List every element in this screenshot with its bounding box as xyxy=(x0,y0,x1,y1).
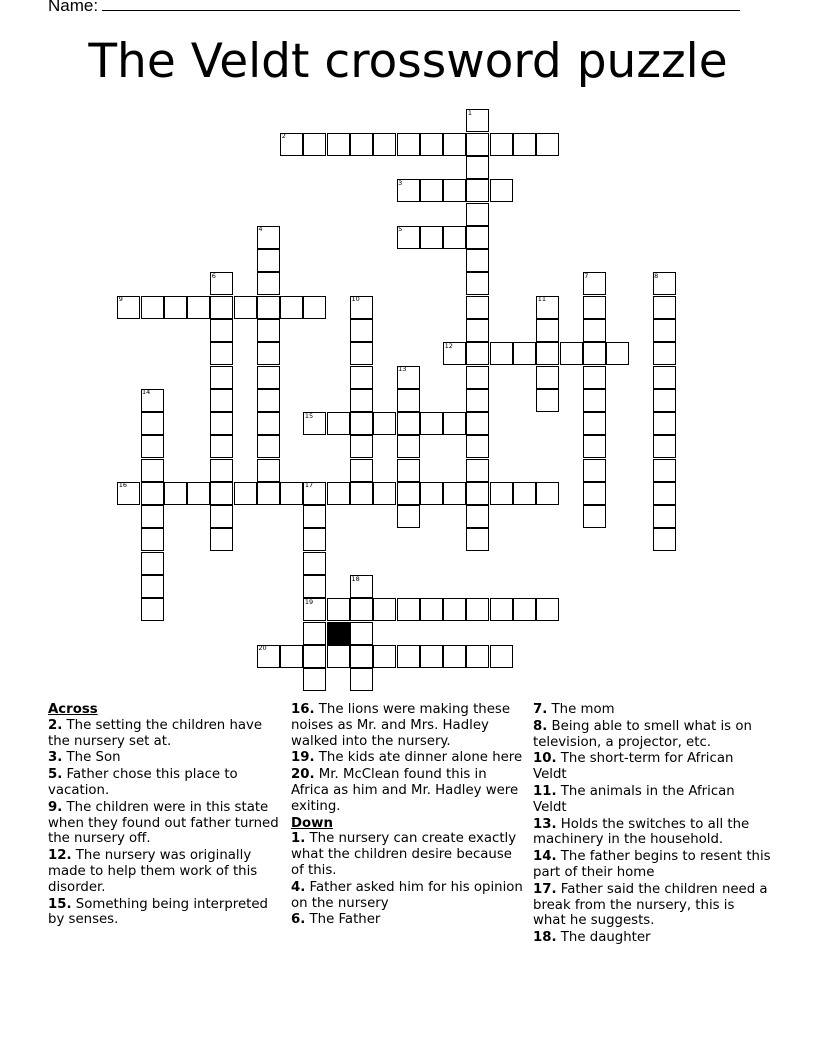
grid-cell[interactable] xyxy=(466,412,489,435)
grid-cell[interactable] xyxy=(443,598,466,621)
grid-cell[interactable] xyxy=(257,412,280,435)
clue-down-4: 4. Father asked him for his opinion on the nursery xyxy=(291,879,523,911)
grid-cell[interactable] xyxy=(397,412,420,435)
grid-cell[interactable] xyxy=(350,133,373,156)
grid-cell[interactable] xyxy=(350,412,373,435)
grid-cell[interactable] xyxy=(303,296,326,319)
clue-down-7: 7. The mom xyxy=(533,702,615,717)
grid-cell[interactable] xyxy=(653,528,676,551)
grid-cell[interactable] xyxy=(164,296,187,319)
grid-cell[interactable] xyxy=(536,342,559,365)
grid-cell[interactable] xyxy=(397,598,420,621)
grid-cell[interactable] xyxy=(210,319,233,342)
grid-cell[interactable] xyxy=(350,459,373,482)
clues-column-1 xyxy=(48,702,284,929)
grid-cell[interactable] xyxy=(513,133,536,156)
grid-cell[interactable] xyxy=(536,366,559,389)
grid-cell[interactable] xyxy=(653,505,676,528)
clue-across-2: 2. The setting the children have the nursery set at. xyxy=(48,717,263,749)
grid-cell[interactable] xyxy=(234,296,257,319)
grid-cell[interactable] xyxy=(653,319,676,342)
grid-cell[interactable] xyxy=(280,296,303,319)
grid-cell[interactable] xyxy=(280,482,303,505)
clue-down-11: 11. The animals in the African Veldt xyxy=(533,783,735,815)
grid-cell[interactable] xyxy=(257,459,280,482)
grid-cell[interactable] xyxy=(420,645,443,668)
grid-cell[interactable] xyxy=(210,366,233,389)
grid-cell[interactable] xyxy=(560,342,583,365)
down-heading: Down xyxy=(291,815,333,831)
grid-cell[interactable] xyxy=(536,482,559,505)
grid-cell[interactable] xyxy=(350,668,373,691)
grid-cell[interactable] xyxy=(443,133,466,156)
grid-clue-number: 19 xyxy=(304,597,314,606)
grid-cell[interactable] xyxy=(653,459,676,482)
grid-cell[interactable] xyxy=(210,412,233,435)
grid-cell[interactable] xyxy=(257,366,280,389)
clue-across-9: 9. The children were in this state when they found out father turned the nursery off. xyxy=(48,799,279,847)
grid-cell[interactable] xyxy=(420,133,443,156)
grid-cell[interactable] xyxy=(350,342,373,365)
grid-cell[interactable] xyxy=(583,296,606,319)
grid-cell[interactable] xyxy=(536,598,559,621)
grid-cell[interactable] xyxy=(466,482,489,505)
grid-cell[interactable] xyxy=(466,459,489,482)
grid-cell[interactable] xyxy=(210,528,233,551)
grid-cell[interactable] xyxy=(583,435,606,458)
grid-cell[interactable] xyxy=(583,342,606,365)
grid-cell[interactable] xyxy=(513,482,536,505)
grid-cell[interactable] xyxy=(466,226,489,249)
grid-cell[interactable] xyxy=(583,319,606,342)
grid-cell[interactable] xyxy=(210,296,233,319)
grid-cell[interactable] xyxy=(373,412,396,435)
grid-cell[interactable] xyxy=(653,482,676,505)
grid-clue-number: 4 xyxy=(258,225,263,234)
name-label: Name: xyxy=(48,0,99,15)
grid-cell[interactable] xyxy=(466,435,489,458)
grid-cell[interactable] xyxy=(490,179,513,202)
grid-clue-number: 15 xyxy=(304,411,314,420)
grid-cell[interactable] xyxy=(397,133,420,156)
grid-cell[interactable] xyxy=(350,482,373,505)
grid-cell[interactable] xyxy=(466,342,489,365)
grid-cell[interactable] xyxy=(141,459,164,482)
grid-cell[interactable] xyxy=(257,319,280,342)
grid-clue-number: 16 xyxy=(118,481,127,490)
clue-down-10: 10. The short-term for African Veldt xyxy=(533,751,734,783)
grid-clue-number: 9 xyxy=(118,295,123,304)
grid-clue-number: 3 xyxy=(398,178,403,187)
grid-cell[interactable] xyxy=(164,482,187,505)
grid-cell[interactable] xyxy=(443,482,466,505)
clue-down-17: 17. Father said the children need a break from the nursery, this is what he suggests. xyxy=(533,881,768,929)
grid-cell[interactable] xyxy=(536,389,559,412)
grid-cell[interactable] xyxy=(466,156,489,179)
page-title: The Veldt crossword puzzle xyxy=(88,34,728,89)
grid-cell[interactable] xyxy=(583,482,606,505)
grid-cell[interactable] xyxy=(141,435,164,458)
grid-cell[interactable] xyxy=(536,319,559,342)
grid-cell[interactable] xyxy=(583,505,606,528)
clue-down-14: 14. The father begins to resent this part of their home xyxy=(533,849,771,880)
grid-cell[interactable] xyxy=(466,366,489,389)
grid-cell[interactable] xyxy=(210,389,233,412)
grid-cell[interactable] xyxy=(653,366,676,389)
grid-cell[interactable] xyxy=(653,412,676,435)
grid-cell[interactable] xyxy=(513,342,536,365)
grid-clue-number: 11 xyxy=(537,295,546,304)
grid-cell[interactable] xyxy=(373,645,396,668)
grid-cell[interactable] xyxy=(350,319,373,342)
grid-cell[interactable] xyxy=(466,319,489,342)
grid-cell[interactable] xyxy=(466,249,489,272)
grid-cell[interactable] xyxy=(397,505,420,528)
grid-cell[interactable] xyxy=(350,366,373,389)
grid-clue-number: 8 xyxy=(654,271,659,280)
grid-cell[interactable] xyxy=(583,459,606,482)
grid-cell[interactable] xyxy=(187,296,210,319)
clue-across-20: 20. Mr. McClean found this in Africa as him and Mr. Hadley were exiting. xyxy=(291,767,519,814)
grid-cell[interactable] xyxy=(141,505,164,528)
grid-cell[interactable] xyxy=(466,179,489,202)
grid-cell[interactable] xyxy=(373,133,396,156)
grid-cell[interactable] xyxy=(303,645,326,668)
grid-cell[interactable] xyxy=(466,296,489,319)
grid-cell[interactable] xyxy=(141,552,164,575)
grid-cell[interactable] xyxy=(303,505,326,528)
grid-cell[interactable] xyxy=(141,412,164,435)
clue-across-15: 15. Something being interpreted by senses. xyxy=(48,896,268,928)
grid-cell[interactable] xyxy=(303,622,326,645)
grid-clue-number: 18 xyxy=(351,574,360,583)
grid-cell[interactable] xyxy=(303,668,326,691)
grid-cell[interactable] xyxy=(466,598,489,621)
grid-clue-number: 5 xyxy=(398,225,403,234)
grid-cell[interactable] xyxy=(350,389,373,412)
grid-cell[interactable] xyxy=(257,389,280,412)
grid-cell[interactable] xyxy=(490,342,513,365)
grid-cell[interactable] xyxy=(466,272,489,295)
grid-cell[interactable] xyxy=(257,482,280,505)
grid-cell[interactable] xyxy=(303,552,326,575)
grid-cell[interactable] xyxy=(397,645,420,668)
grid-clue-number: 6 xyxy=(211,271,216,280)
grid-cell[interactable] xyxy=(466,203,489,226)
grid-cell[interactable] xyxy=(210,482,233,505)
clue-across-16: 16. The lions were making these noises as Mr. and Mrs. Hadley walked into the nursery. xyxy=(291,702,511,749)
clue-down-1: 1. The nursery can create exactly what the children desire because of this. xyxy=(291,831,517,878)
clue-across-3: 3. The Son xyxy=(48,750,121,766)
grid-cell[interactable] xyxy=(187,482,210,505)
grid-cell[interactable] xyxy=(443,226,466,249)
grid-clue-number: 13 xyxy=(398,365,407,373)
grid-cell[interactable] xyxy=(350,645,373,668)
across-heading: Across xyxy=(48,702,98,717)
grid-clue-number: 17 xyxy=(304,481,314,490)
grid-cell[interactable] xyxy=(257,296,280,319)
clues-column-3 xyxy=(533,702,771,947)
grid-clue-number: 20 xyxy=(258,644,267,653)
grid-cell[interactable] xyxy=(397,482,420,505)
grid-cell[interactable] xyxy=(397,435,420,458)
grid-cell[interactable] xyxy=(327,482,350,505)
clue-down-6: 6. The Father xyxy=(291,912,381,928)
grid-black-square xyxy=(327,622,350,645)
grid-cell[interactable] xyxy=(466,645,489,668)
grid-cell[interactable] xyxy=(653,435,676,458)
grid-cell[interactable] xyxy=(466,505,489,528)
grid-cell[interactable] xyxy=(490,133,513,156)
grid-cell[interactable] xyxy=(350,622,373,645)
grid-cell[interactable] xyxy=(210,342,233,365)
grid-cell[interactable] xyxy=(141,575,164,598)
grid-cell[interactable] xyxy=(350,598,373,621)
grid-cell[interactable] xyxy=(513,598,536,621)
grid-cell[interactable] xyxy=(373,598,396,621)
clues-column-2 xyxy=(291,702,527,929)
grid-cell[interactable] xyxy=(653,389,676,412)
grid-cell[interactable] xyxy=(327,645,350,668)
grid-cell[interactable] xyxy=(257,342,280,365)
clue-down-13: 13. Holds the switches to all the machinery in the household. xyxy=(533,816,750,848)
grid-cell[interactable] xyxy=(606,342,629,365)
grid-cell[interactable] xyxy=(350,435,373,458)
grid-cell[interactable] xyxy=(257,249,280,272)
grid-cell[interactable] xyxy=(210,435,233,458)
grid-cell[interactable] xyxy=(420,226,443,249)
grid-cell[interactable] xyxy=(141,598,164,621)
grid-cell[interactable] xyxy=(443,645,466,668)
grid-cell[interactable] xyxy=(303,133,326,156)
grid-cell[interactable] xyxy=(303,528,326,551)
grid-cell[interactable] xyxy=(373,482,396,505)
grid-clue-number: 2 xyxy=(281,132,286,141)
grid-cell[interactable] xyxy=(327,133,350,156)
grid-cell[interactable] xyxy=(257,435,280,458)
grid-cell[interactable] xyxy=(234,482,257,505)
grid-cell[interactable] xyxy=(257,272,280,295)
grid-cell[interactable] xyxy=(443,412,466,435)
grid-clue-number: 1 xyxy=(467,108,473,117)
grid-cell[interactable] xyxy=(280,645,303,668)
grid-cell[interactable] xyxy=(210,459,233,482)
grid-cell[interactable] xyxy=(420,598,443,621)
grid-cell[interactable] xyxy=(420,482,443,505)
clue-across-19: 19. The kids ate dinner alone here xyxy=(291,750,523,766)
grid-cell[interactable] xyxy=(141,482,164,505)
clue-across-5: 5. Father chose this place to vacation. xyxy=(48,767,238,798)
grid-cell[interactable] xyxy=(420,179,443,202)
grid-cell[interactable] xyxy=(303,575,326,598)
grid-cell[interactable] xyxy=(653,342,676,365)
grid-cell[interactable] xyxy=(466,389,489,412)
grid-cell[interactable] xyxy=(141,296,164,319)
grid-cell[interactable] xyxy=(653,296,676,319)
grid-cell[interactable] xyxy=(490,598,513,621)
grid-cell[interactable] xyxy=(583,366,606,389)
grid-cell[interactable] xyxy=(397,389,420,412)
grid-clue-number: 10 xyxy=(351,295,360,304)
grid-cell[interactable] xyxy=(490,645,513,668)
grid-cell[interactable] xyxy=(583,389,606,412)
grid-cell[interactable] xyxy=(141,528,164,551)
grid-cell[interactable] xyxy=(327,598,350,621)
grid-cell[interactable] xyxy=(466,133,489,156)
grid-cell[interactable] xyxy=(490,482,513,505)
grid-cell[interactable] xyxy=(397,459,420,482)
grid-clue-number: 12 xyxy=(444,341,453,350)
grid-cell[interactable] xyxy=(466,528,489,551)
grid-cell[interactable] xyxy=(210,505,233,528)
clue-across-12: 12. The nursery was originally made to help them work of this disorder. xyxy=(48,848,258,895)
grid-cell[interactable] xyxy=(443,179,466,202)
grid-cell[interactable] xyxy=(583,412,606,435)
clue-down-18: 18. The daughter xyxy=(533,930,651,946)
grid-cell[interactable] xyxy=(536,133,559,156)
clue-down-8: 8. Being able to smell what is on television, a projector, etc. xyxy=(533,718,752,750)
grid-cell[interactable] xyxy=(327,412,350,435)
grid-clue-number: 14 xyxy=(142,388,151,397)
grid-cell[interactable] xyxy=(420,412,443,435)
grid-clue-number: 7 xyxy=(584,271,589,280)
